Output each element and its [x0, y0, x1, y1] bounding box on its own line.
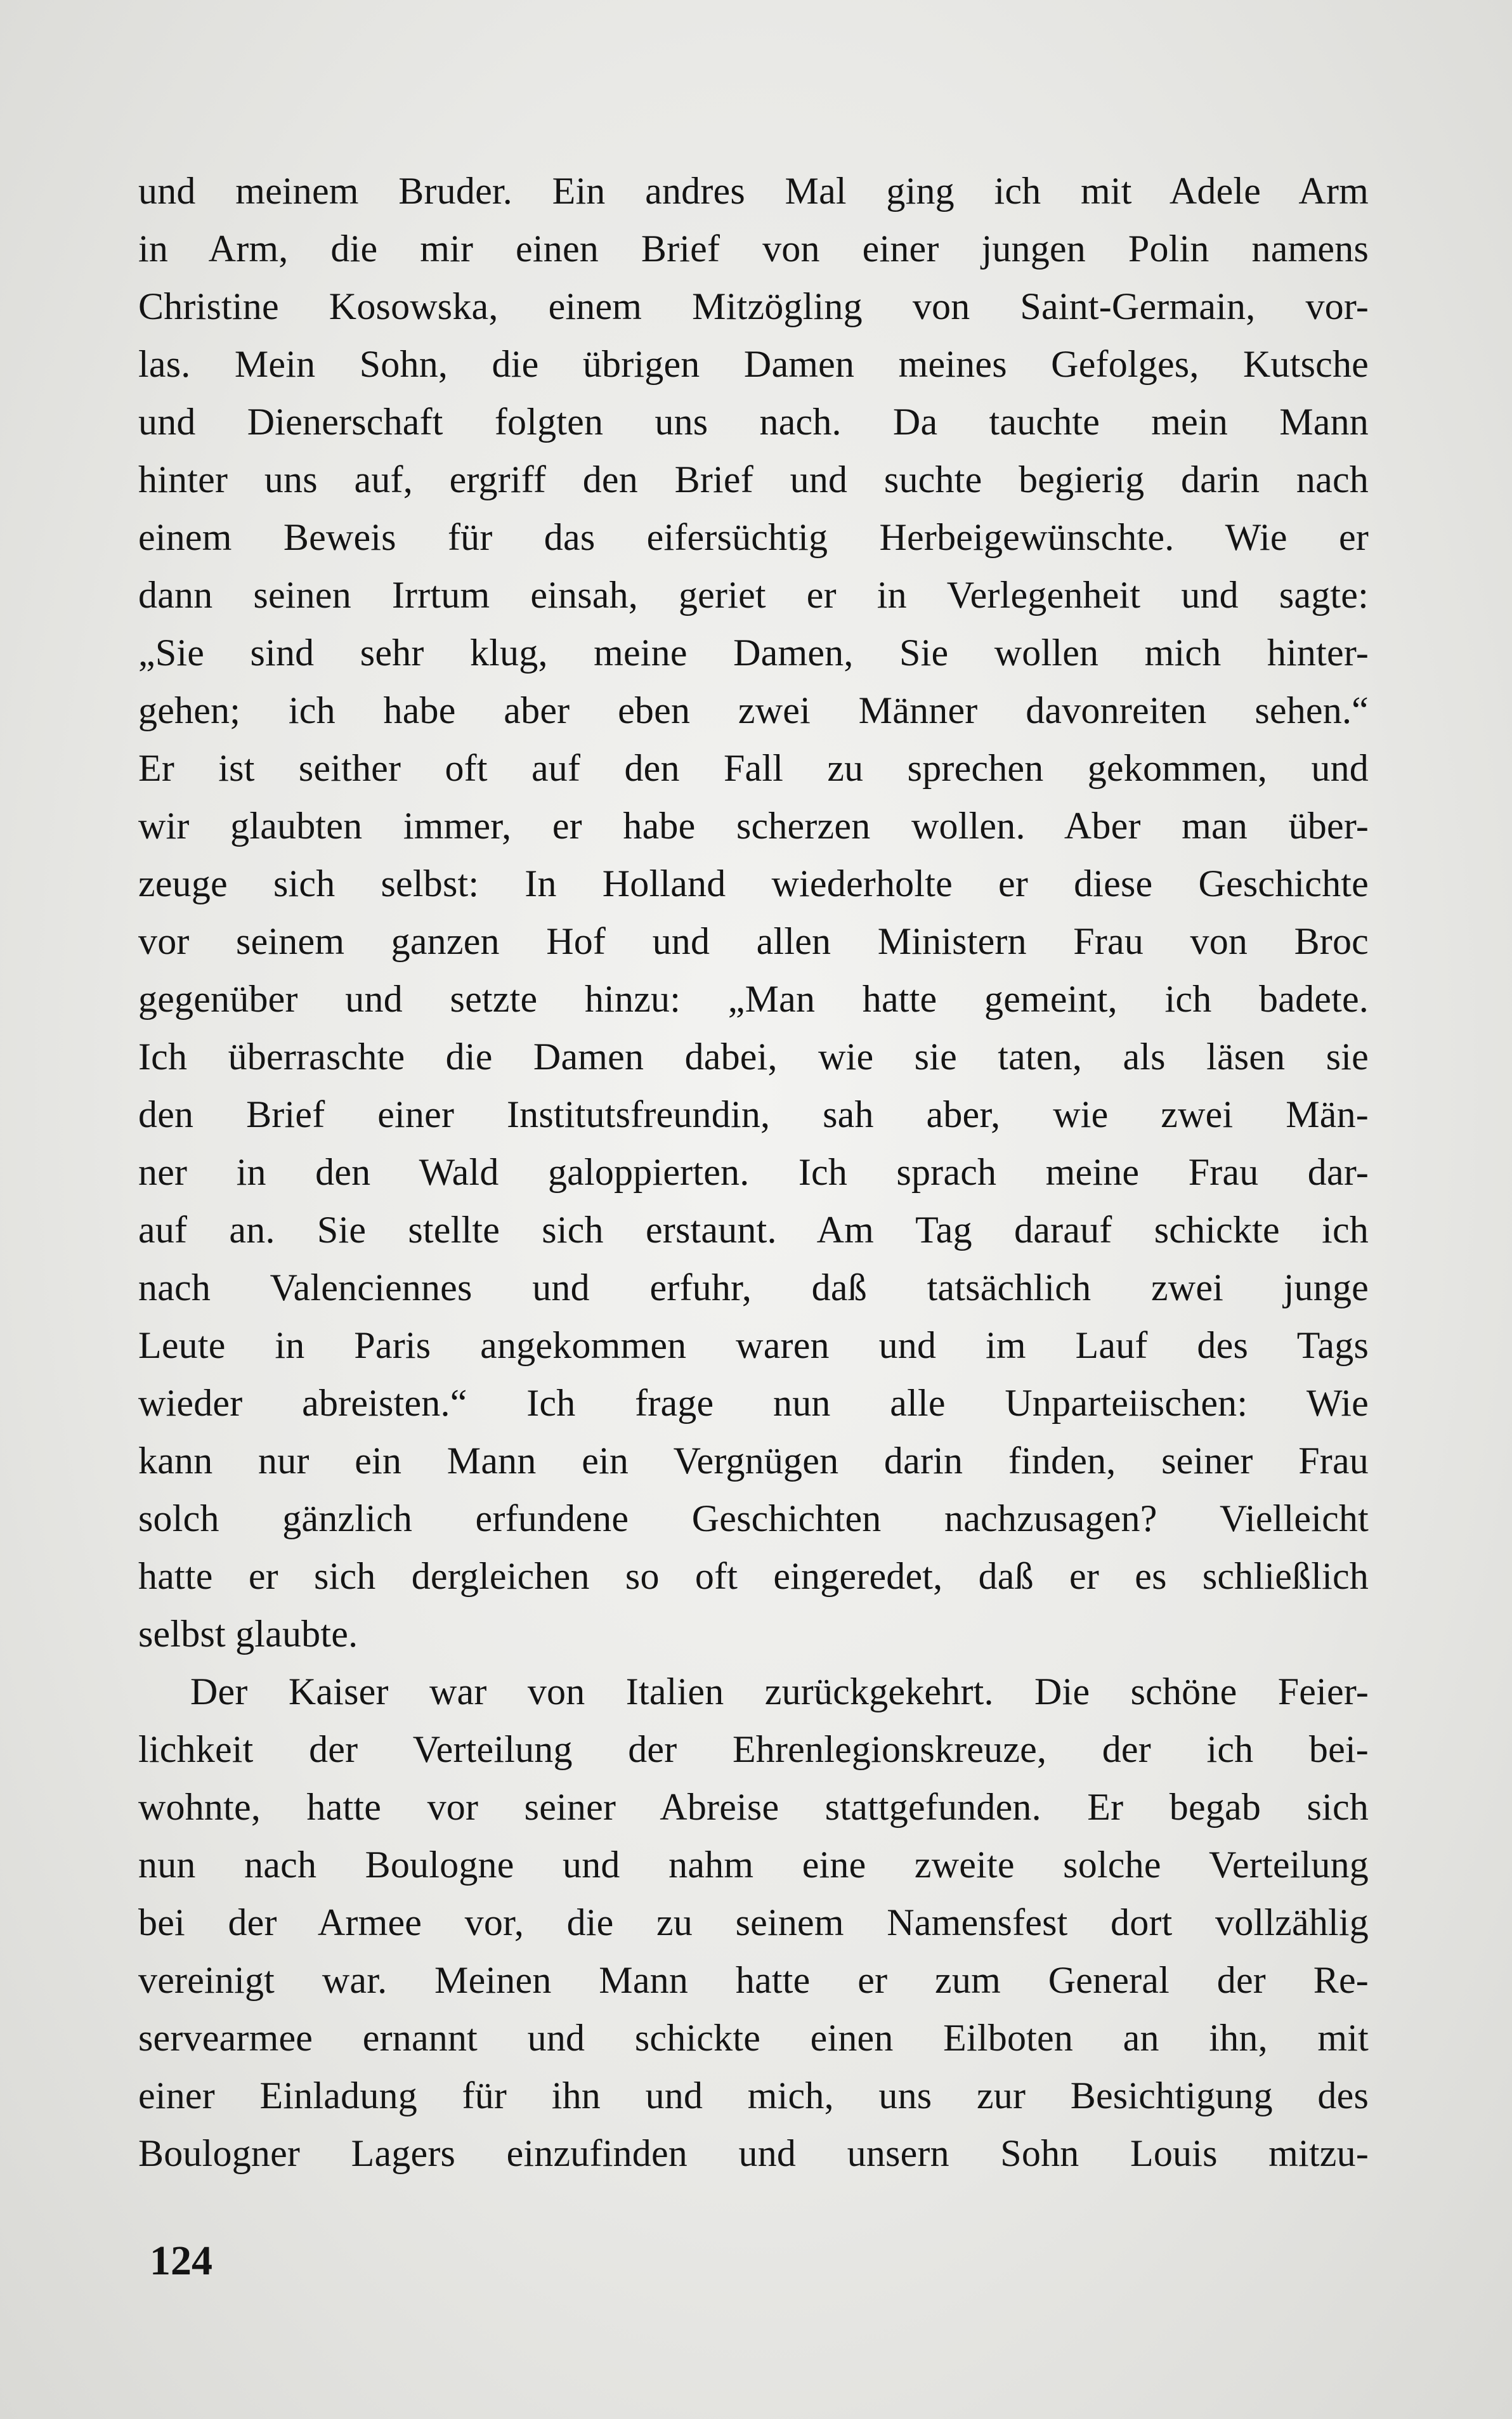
- text-line: vor seinem ganzen Hof und allen Ministern Frau von Broc: [138, 920, 1369, 962]
- text-line: zeuge sich selbst: In Holland wiederholte er diese Geschichte: [138, 863, 1369, 904]
- text-line: hatte er sich dergleichen so oft eingeredet, daß er es schließlich: [138, 1555, 1369, 1597]
- text-line: „Sie sind sehr klug, meine Damen, Sie wollen mich hinter-: [138, 632, 1369, 674]
- text-line: und meinem Bruder. Ein andres Mal ging ich mit Adele Arm: [138, 170, 1369, 212]
- body-text: [138, 162, 1369, 2182]
- text-line: vereinigt war. Meinen Mann hatte er zum General der Re-: [138, 1959, 1369, 2001]
- paragraph-1: [138, 162, 1369, 1663]
- text-line: selbst glaubte.: [138, 1613, 358, 1655]
- text-line: lichkeit der Verteilung der Ehrenlegionskreuze, der ich bei-: [138, 1728, 1369, 1770]
- text-line: hinter uns auf, ergriff den Brief und suchte begierig darin nach: [138, 459, 1369, 500]
- text-line: in Arm, die mir einen Brief von einer jungen Polin namens: [138, 228, 1369, 270]
- text-line: dann seinen Irrtum einsah, geriet er in Verlegenheit und sagte:: [138, 574, 1369, 616]
- text-line: gegenüber und setzte hinzu: „Man hatte gemeint, ich badete.: [138, 978, 1369, 1020]
- paragraph-2: [138, 1663, 1369, 2182]
- text-line: las. Mein Sohn, die übrigen Damen meines Gefolges, Kutsche: [138, 343, 1369, 385]
- text-line: und Dienerschaft folgten uns nach. Da tauchte mein Mann: [138, 401, 1369, 443]
- text-line: wohnte, hatte vor seiner Abreise stattgefunden. Er begab sich: [138, 1786, 1369, 1828]
- text-line: Leute in Paris angekommen waren und im Lauf des Tags: [138, 1324, 1369, 1366]
- text-line: wieder abreisten.“ Ich frage nun alle Unparteiischen: Wie: [138, 1382, 1369, 1424]
- text-line: ner in den Wald galoppierten. Ich sprach meine Frau dar-: [138, 1151, 1369, 1193]
- text-line: den Brief einer Institutsfreundin, sah aber, wie zwei Män-: [138, 1093, 1369, 1135]
- text-line: einer Einladung für ihn und mich, uns zur Besichtigung des: [138, 2075, 1369, 2116]
- text-line: bei der Armee vor, die zu seinem Namensfest dort vollzählig: [138, 1901, 1369, 1943]
- text-line: auf an. Sie stellte sich erstaunt. Am Tag darauf schickte ich: [138, 1209, 1369, 1251]
- text-line: einem Beweis für das eifersüchtig Herbeigewünschte. Wie er: [138, 516, 1369, 558]
- text-line: kann nur ein Mann ein Vergnügen darin finden, seiner Frau: [138, 1440, 1369, 1482]
- text-line: Boulogner Lagers einzufinden und unsern Sohn Louis mitzu-: [138, 2132, 1369, 2174]
- text-line: Er ist seither oft auf den Fall zu sprechen gekommen, und: [138, 747, 1369, 789]
- text-line: Der Kaiser war von Italien zurückgekehrt. Die schöne Feier-: [190, 1671, 1369, 1712]
- text-line: servearmee ernannt und schickte einen Eilboten an ihn, mit: [138, 2017, 1369, 2059]
- text-line: nun nach Boulogne und nahm eine zweite solche Verteilung: [138, 1844, 1369, 1886]
- text-line: solch gänzlich erfundene Geschichten nachzusagen? Vielleicht: [138, 1497, 1369, 1539]
- text-line: Christine Kosowska, einem Mitzögling von Saint-Germain, vor-: [138, 285, 1369, 327]
- text-line: nach Valenciennes und erfuhr, daß tatsächlich zwei junge: [138, 1267, 1369, 1308]
- page-number: 124: [150, 2238, 212, 2284]
- text-line: Ich überraschte die Damen dabei, wie sie taten, als läsen sie: [138, 1036, 1369, 1078]
- text-line: gehen; ich habe aber eben zwei Männer davonreiten sehen.“: [138, 689, 1369, 731]
- text-line: wir glaubten immer, er habe scherzen wollen. Aber man über-: [138, 805, 1369, 847]
